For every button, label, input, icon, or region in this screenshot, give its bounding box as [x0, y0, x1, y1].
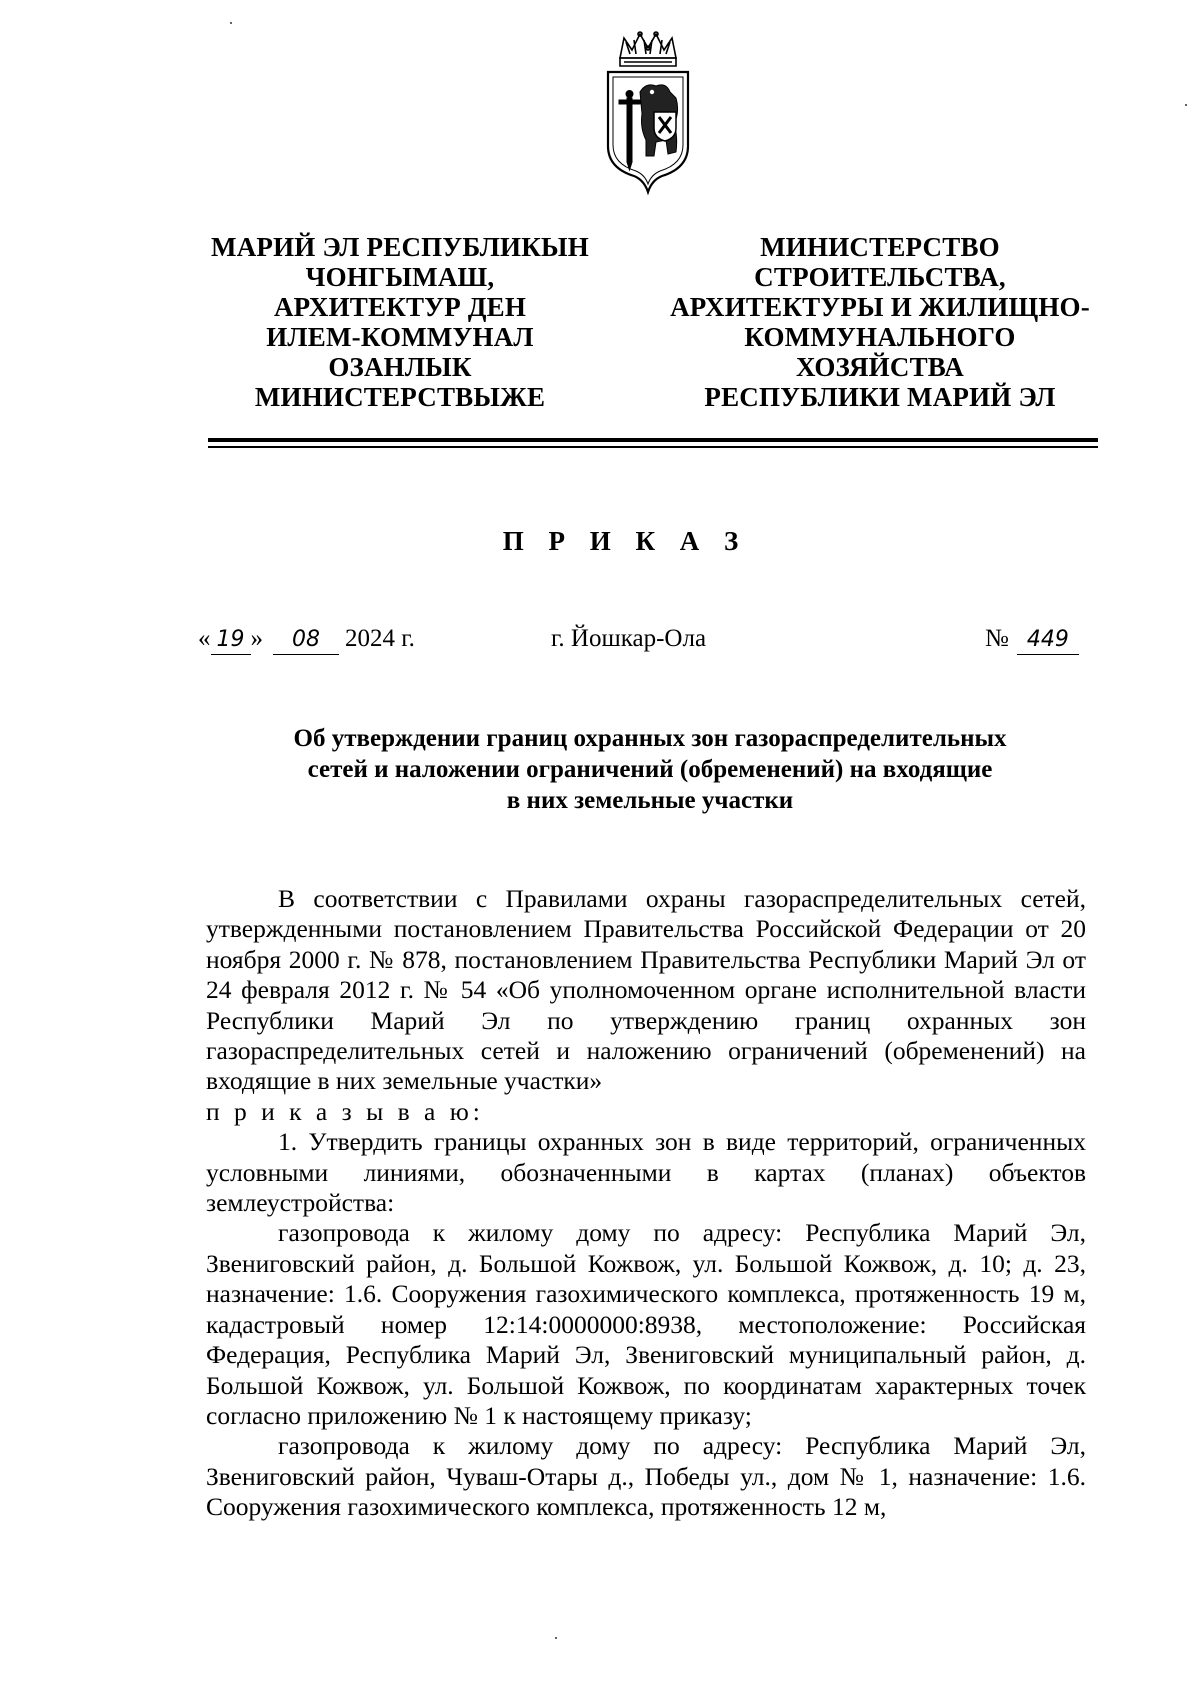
org-left-line: ОЗАНЛЫК: [328, 352, 472, 382]
org-right-line: ХОЗЯЙСТВА: [796, 352, 964, 382]
preamble-paragraph: В соответствии с Правилами охраны газораспределительных сетей, утвержденными постановлением Правительства Российской Федерации от 20 ноября 2000 г. № 878, постановлением Правительства Республики Марий Эл от 24 февраля 2012 г. № 54 «Об уполномоченном органе исполнительной власти Республики Марий Эл по утверждению границ охранных зон газораспределительных сетей и наложению ограничений (обременений) на входящие в них земельные участки»: [206, 884, 1086, 1096]
org-left-line: ИЛЕМ-КОММУНАЛ: [266, 322, 534, 352]
header-divider-thick: [208, 438, 1098, 442]
date-month: 08: [273, 626, 339, 655]
org-left-line: МИНИСТЕРСТВЫЖЕ: [254, 382, 546, 412]
org-right-line: КОММУНАЛЬНОГО: [744, 322, 1016, 352]
order-word: п р и к а з ы в а ю:: [206, 1096, 484, 1126]
org-left-line: МАРИЙ ЭЛ РЕСПУБЛИКЫН: [211, 232, 589, 262]
speck: [1185, 104, 1187, 106]
org-name-mari: [190, 232, 610, 412]
document-title: П Р И К А З: [502, 526, 748, 556]
subject-line: сетей и наложении ограничений (обременений) на входящие: [307, 756, 993, 783]
subject-line: Об утверждении границ охранных зон газораспределительных: [293, 725, 1007, 752]
speck: [555, 1637, 557, 1639]
order-number: [985, 622, 1079, 656]
order-city: г. Йошкар-Ола: [551, 625, 707, 652]
org-right-line: СТРОИТЕЛЬСТВА,: [754, 262, 1006, 292]
date-day: 19: [211, 626, 251, 655]
pipeline-paragraph-2: газопровода к жилому дому по адресу: Республика Марий Эл, Звениговский район, Чуваш-Отары д., Победы ул., дом № 1, назначение: 1.6. Сооружения газохимического комплекса, протяженность 12 м,: [206, 1431, 1086, 1522]
org-name-russian: [650, 232, 1110, 412]
org-left-line: ЧОНГЫМАШ,: [305, 262, 495, 292]
pipeline-paragraph-1: газопровода к жилому дому по адресу: Республика Марий Эл, Звениговский район, д. Большой Кожвож, ул. Большой Кожвож, д. 10; д. 23, назначение: 1.6. Сооружения газохимического комплекса, протяженность 19 м, кадастровый номер 12:14:0000000:8938, местоположение: Российская Федерация, Республика Марий Эл, Звениговский муниципальный район, д. Большой Кожвож, ул. Большой Кожвож, по координатам характерных точек согласно приложению № 1 к настоящему приказу;: [206, 1218, 1086, 1430]
org-left-line: АРХИТЕКТУР ДЕН: [273, 292, 527, 322]
number-label: №: [985, 625, 1009, 652]
date-open-quote: «: [198, 625, 211, 652]
date-close-quote: »: [250, 625, 263, 652]
number-value: 449: [1017, 626, 1079, 655]
order-body: [206, 884, 1086, 1523]
item-1-paragraph: 1. Утвердить границы охранных зон в виде территорий, ограниченных условными линиями, обозначенными в картах (планах) объектов землеустройства:: [206, 1127, 1086, 1218]
org-right-line: МИНИСТЕРСТВО: [760, 232, 1000, 262]
org-right-line: РЕСПУБЛИКИ МАРИЙ ЭЛ: [704, 382, 1056, 412]
order-subject: [220, 723, 1080, 816]
coat-of-arms-emblem: [600, 28, 696, 198]
date-year: 2024 г.: [345, 625, 415, 652]
subject-line: в них земельные участки: [506, 787, 794, 814]
order-date: [198, 622, 415, 656]
speck: [230, 22, 232, 24]
header-divider-thin: [208, 446, 1098, 448]
org-right-line: АРХИТЕКТУРЫ И ЖИЛИЩНО-: [670, 292, 1090, 322]
